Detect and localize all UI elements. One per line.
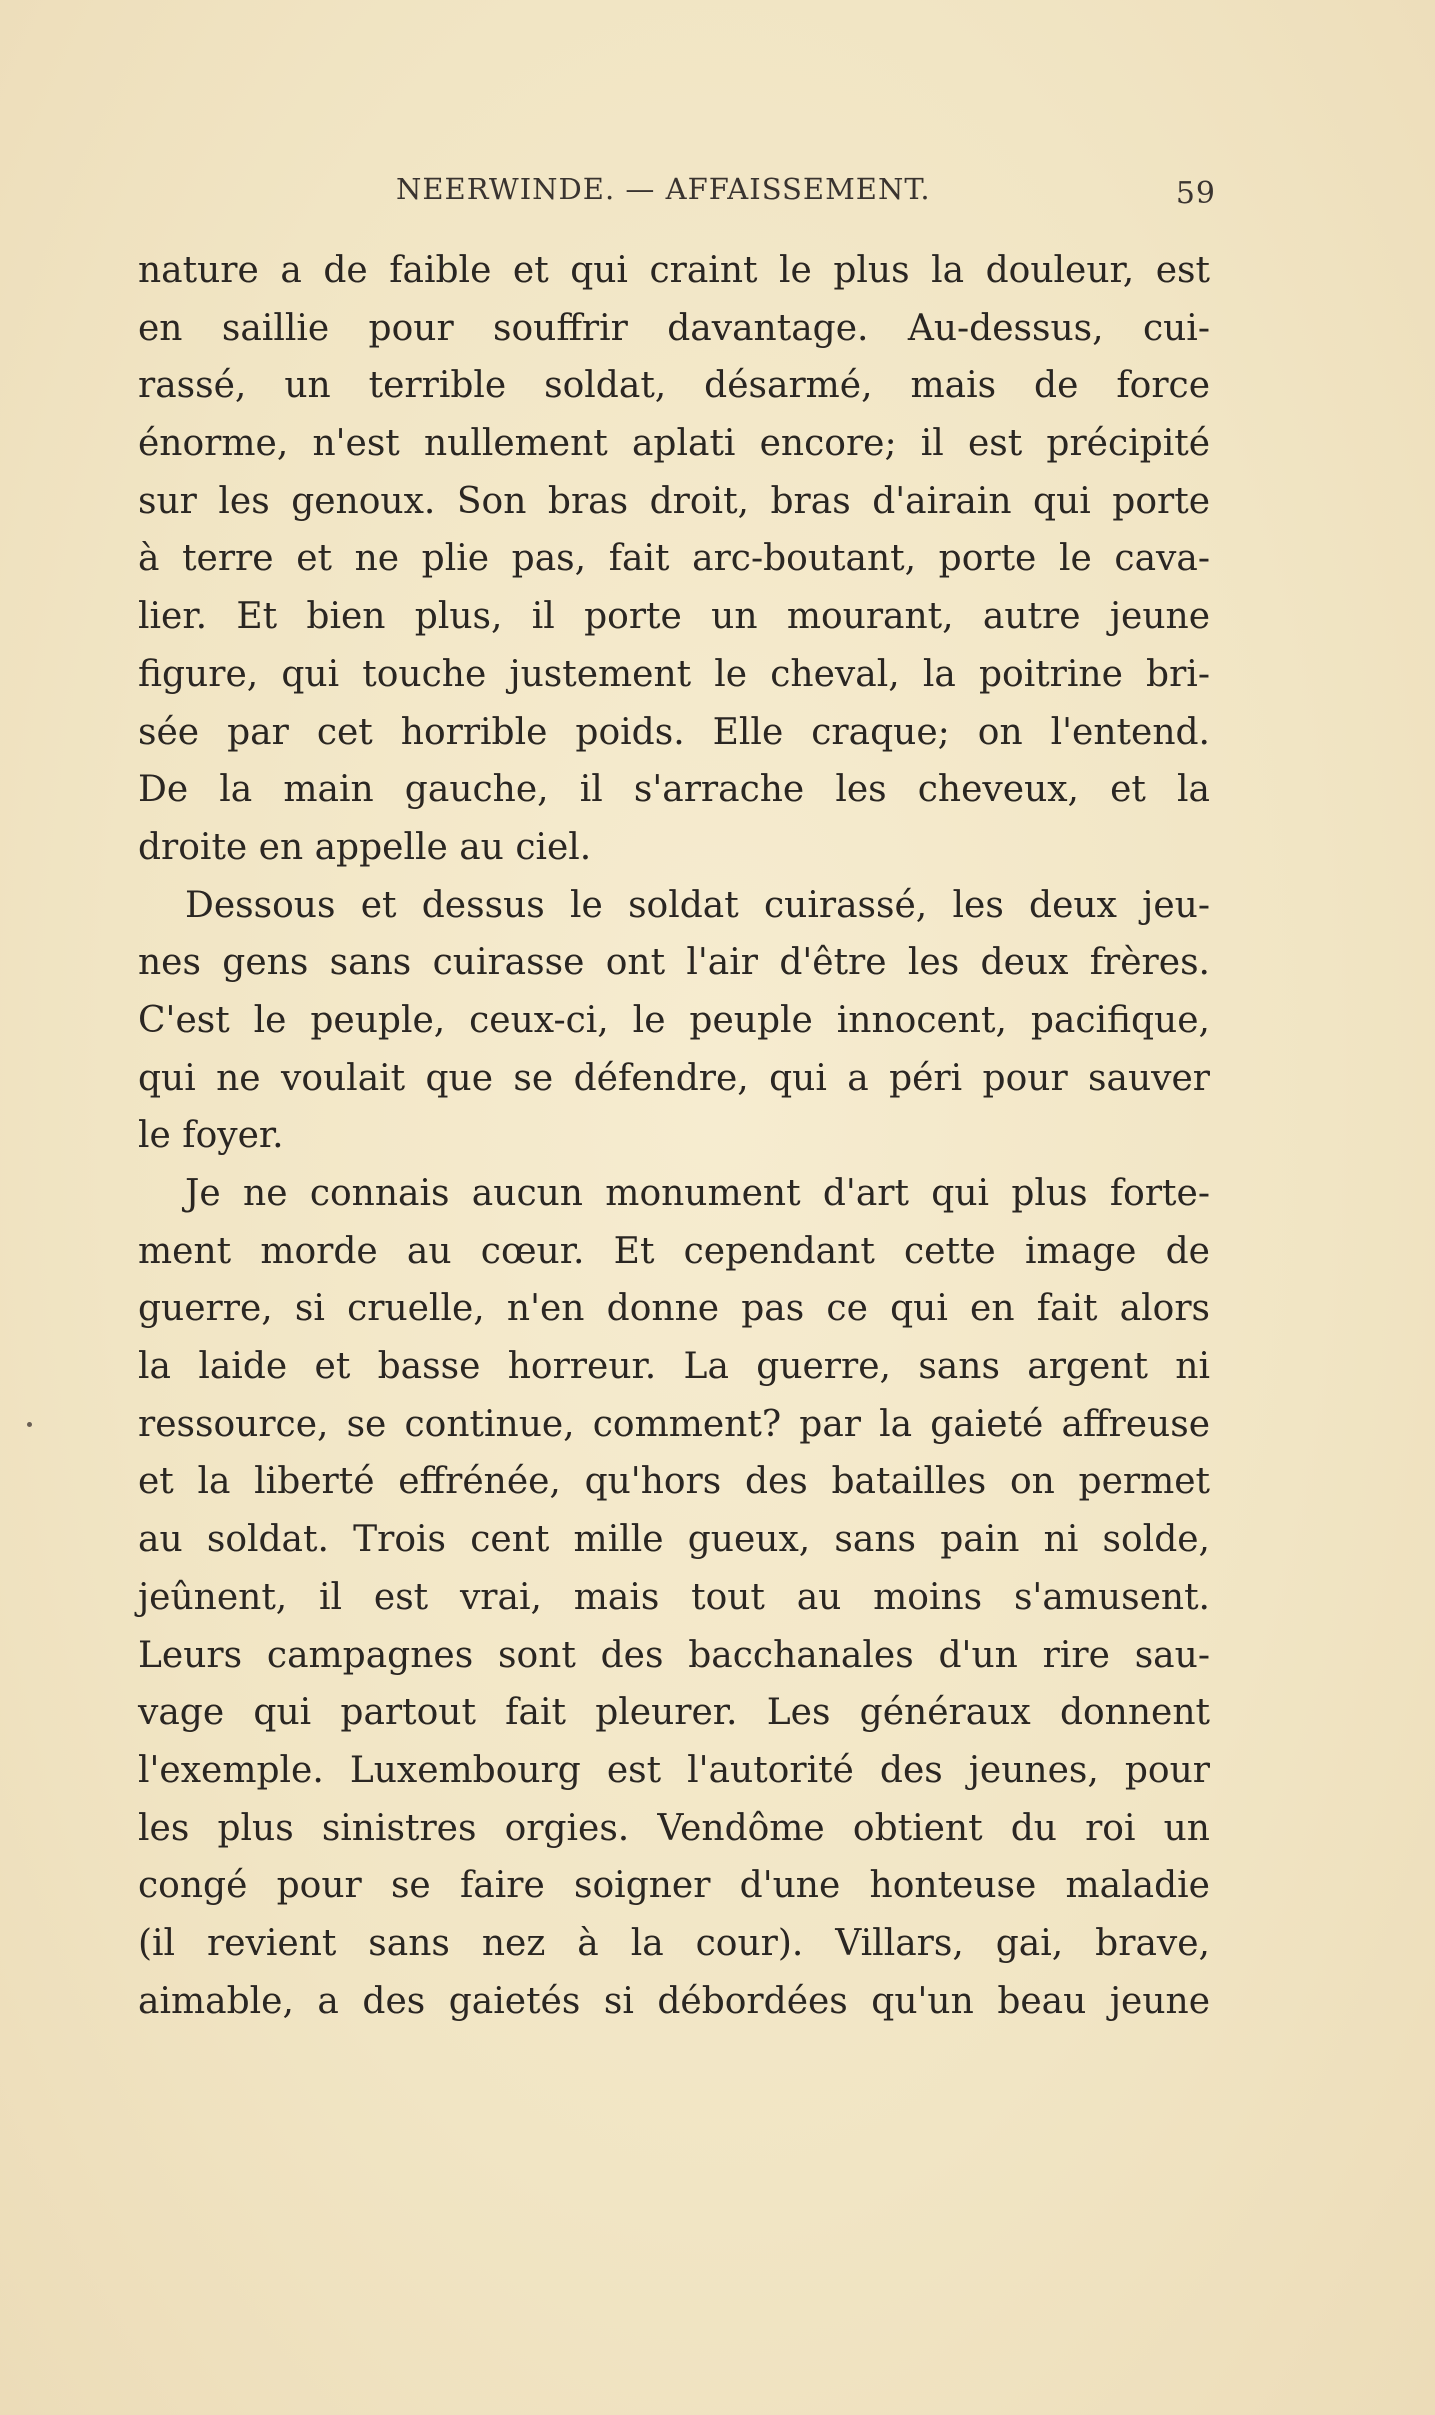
paragraph-end-line: droite en appelle au ciel. <box>138 826 592 868</box>
text-line: (il revient sans nez à la cour). Villars, gai, brave, <box>138 1922 1210 1964</box>
text-line: l'exemple. Luxembourg est l'autorité des jeunes, pour <box>138 1749 1210 1791</box>
text-line: congé pour se faire soigner d'une honteuse maladie <box>138 1865 1210 1907</box>
text-line: ressource, se continue, comment? par la gaieté affreuse <box>138 1403 1210 1445</box>
text-line: qui ne voulait que se défendre, qui a péri pour sauver <box>138 1057 1210 1099</box>
text-line: vage qui partout fait pleurer. Les généraux donnent <box>138 1692 1210 1734</box>
text-line: nes gens sans cuirasse ont l'air d'être les deux frères. <box>138 942 1210 984</box>
text-line: les plus sinistres orgies. Vendôme obtient du roi un <box>138 1807 1210 1849</box>
page-number: 59 <box>1175 176 1216 211</box>
text-line: à terre et ne plie pas, fait arc-boutant, porte le cava- <box>138 538 1210 580</box>
text-line: au soldat. Trois cent mille gueux, sans pain ni solde, <box>138 1519 1210 1561</box>
text-line: C'est le peuple, ceux-ci, le peuple innocent, pacifique, <box>138 999 1210 1041</box>
text-line: la laide et basse horreur. La guerre, sans argent ni <box>138 1346 1210 1388</box>
running-title: NEERWINDE. — AFFAISSEMENT. <box>396 172 931 206</box>
text-line: jeûnent, il est vrai, mais tout au moins s'amusent. <box>138 1576 1210 1618</box>
text-line: guerre, si cruelle, n'en donne pas ce qui en fait alors <box>138 1288 1210 1330</box>
paragraph-end-line: le foyer. <box>138 1115 284 1157</box>
text-line: figure, qui touche justement le cheval, la poitrine bri- <box>138 653 1210 695</box>
text-line: et la liberté effrénée, qu'hors des batailles on permet <box>138 1461 1210 1503</box>
text-line: en saillie pour souffrir davantage. Au-dessus, cui- <box>138 307 1210 349</box>
paragraph-start-line: Dessous et dessus le soldat cuirassé, les deux jeu- <box>185 884 1210 926</box>
body-text <box>138 242 1210 2030</box>
text-line: énorme, n'est nullement aplati encore; il est précipité <box>138 423 1210 465</box>
text-line: aimable, a des gaietés si débordées qu'un beau jeune <box>138 1980 1210 2022</box>
margin-mark <box>27 1422 32 1427</box>
text-line: sur les genoux. Son bras droit, bras d'airain qui porte <box>138 480 1210 522</box>
paragraph-start-line: Je ne connais aucun monument d'art qui plus forte- <box>185 1173 1210 1214</box>
text-line: ment morde au cœur. Et cependant cette image de <box>138 1230 1210 1272</box>
text-line: nature a de faible et qui craint le plus la douleur, est <box>138 250 1210 291</box>
text-line: lier. Et bien plus, il porte un mourant, autre jeune <box>138 596 1210 638</box>
text-line: rassé, un terrible soldat, désarmé, mais de force <box>138 365 1210 407</box>
text-line: De la main gauche, il s'arrache les cheveux, et la <box>138 769 1210 811</box>
text-line: sée par cet horrible poids. Elle craque; on l'entend. <box>138 711 1210 753</box>
text-line: Leurs campagnes sont des bacchanales d'un rire sau- <box>138 1634 1210 1676</box>
running-head <box>396 172 1216 216</box>
